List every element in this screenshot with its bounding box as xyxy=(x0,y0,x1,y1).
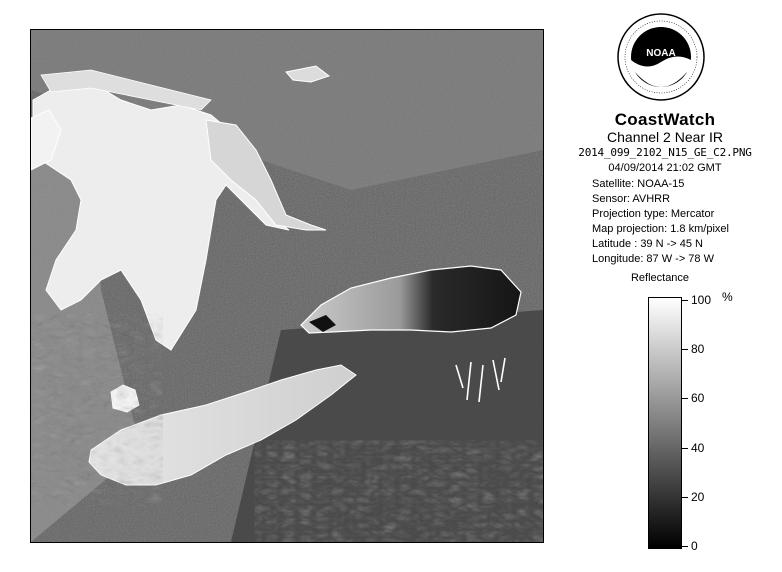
colorbar-tick-label: 40 xyxy=(691,440,705,455)
colorbar-tick xyxy=(682,546,688,547)
noaa-logo-icon xyxy=(616,12,706,102)
colorbar-tick-label: 60 xyxy=(691,391,705,406)
colorbar-tick xyxy=(682,300,688,301)
cloud-streets xyxy=(281,450,543,542)
brand-title: CoastWatch xyxy=(614,110,716,129)
filename-label: 2014_099_2102_N15_GE_C2.PNG xyxy=(578,146,752,159)
satellite-label: Satellite: NOAA-15 xyxy=(592,178,685,190)
colorbar-tick xyxy=(682,497,688,498)
colorbar-title: Reflectance xyxy=(630,272,690,284)
colorbar xyxy=(648,297,682,549)
datetime-label: 04/09/2014 21:02 GMT xyxy=(608,162,722,174)
projection-type-label: Projection type: Mercator xyxy=(592,208,715,220)
colorbar-tick-label: 80 xyxy=(691,342,705,357)
longitude-label: Longitude: 87 W -> 78 W xyxy=(592,253,714,265)
latitude-label: Latitude : 39 N -> 45 N xyxy=(592,238,703,250)
channel-label: Channel 2 Near IR xyxy=(607,129,723,145)
map-projection-label: Map projection: 1.8 km/pixel xyxy=(592,223,729,235)
colorbar-tick xyxy=(682,448,688,449)
colorbar-unit: % xyxy=(722,290,733,304)
colorbar-tick xyxy=(682,349,688,350)
colorbar-tick-label: 20 xyxy=(691,489,705,504)
colorbar-tick-label: 0 xyxy=(691,539,698,553)
western-clouds xyxy=(31,330,151,490)
map-canvas xyxy=(31,30,543,542)
colorbar-tick-label: 100 xyxy=(691,293,712,307)
colorbar-tick xyxy=(682,398,688,399)
logo-text: NOAA xyxy=(646,48,676,59)
sensor-label: Sensor: AVHRR xyxy=(592,193,671,205)
satellite-map xyxy=(30,29,544,543)
